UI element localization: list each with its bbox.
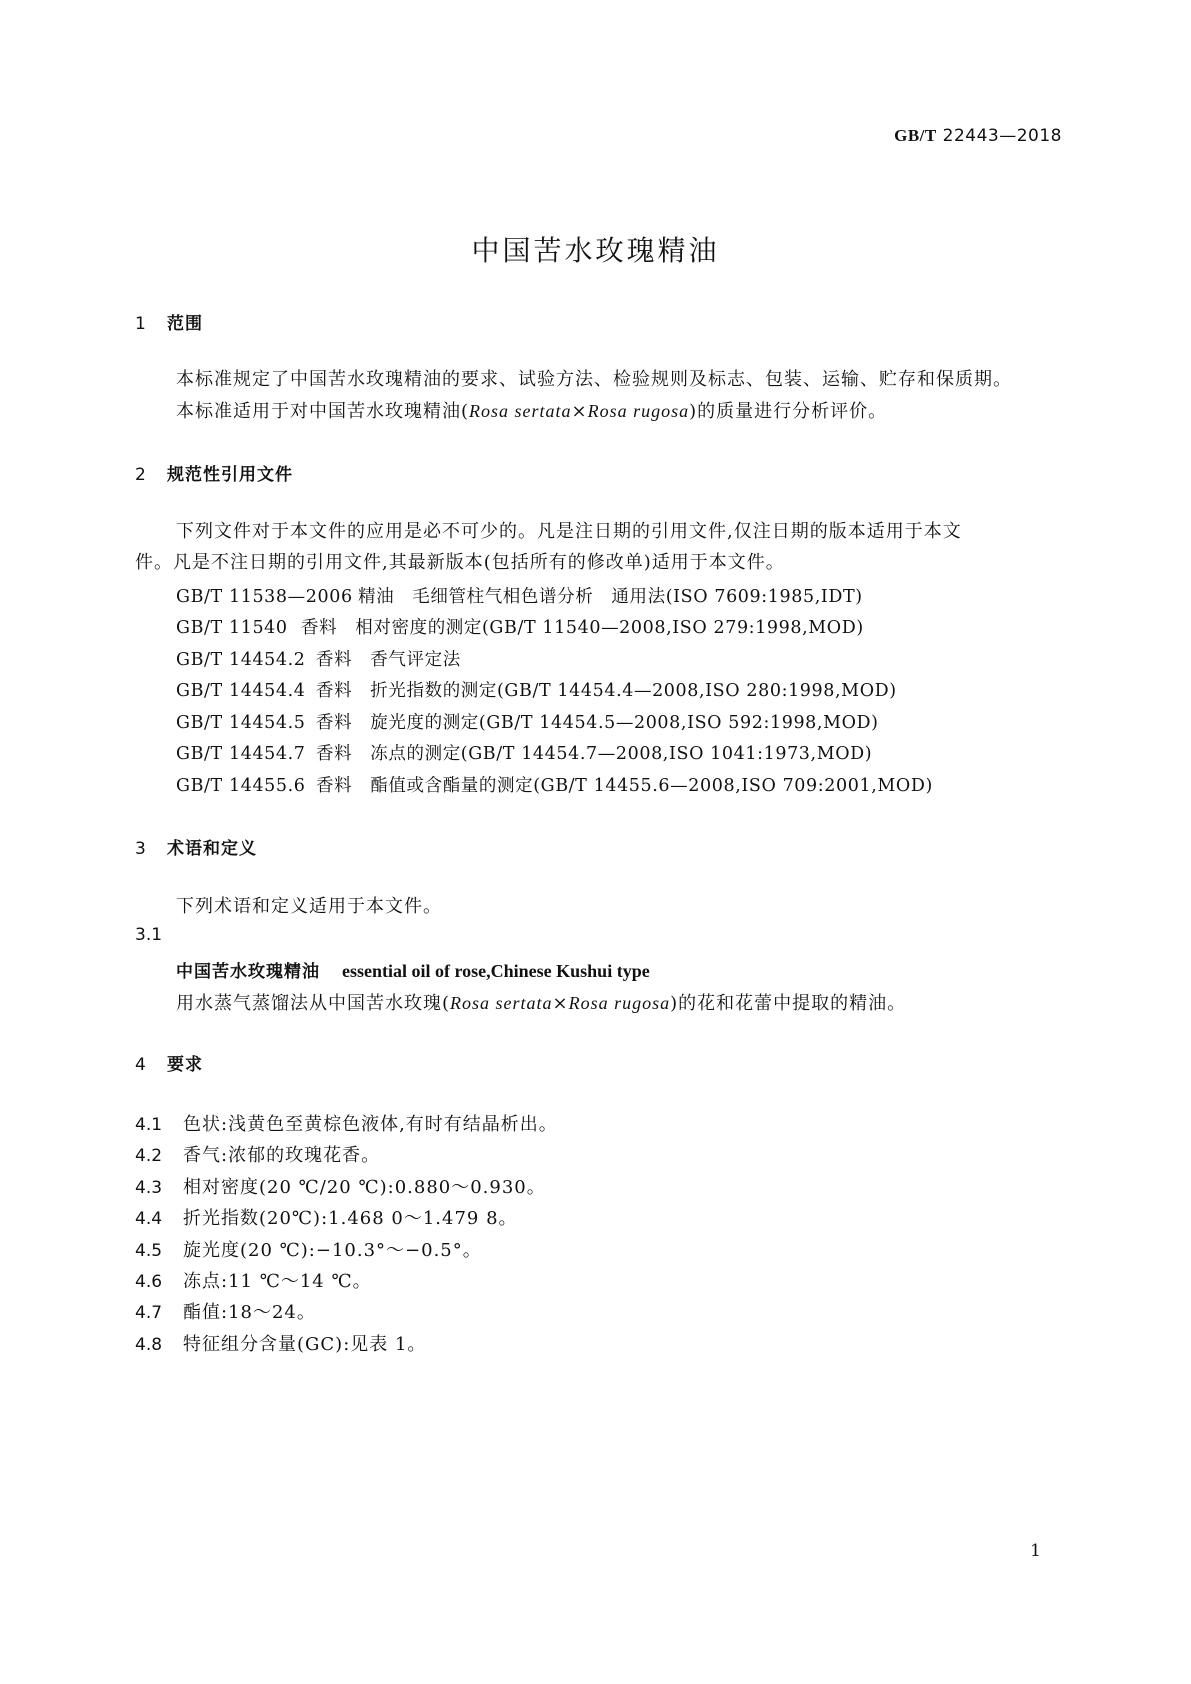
reference-code: GB/T 14455.6	[176, 776, 306, 796]
requirement-number: 4.7	[135, 1303, 163, 1323]
reference-code: GB/T 11540	[176, 618, 288, 638]
section-heading-scope	[135, 309, 203, 334]
section-heading-normative-references	[135, 460, 293, 485]
requirement-number: 4.3	[135, 1178, 163, 1198]
reference-item	[176, 646, 461, 671]
reference-text: 香料 香气评定法	[316, 650, 461, 670]
requirement-item	[135, 1141, 380, 1167]
latin-name: Rosa sertata	[450, 993, 553, 1013]
section-number: 3	[135, 839, 147, 859]
standard-prefix: GB/T	[894, 126, 937, 145]
latin-name: Rosa rugosa	[568, 993, 671, 1013]
term-chinese: 中国苦水玫瑰精油	[176, 962, 320, 982]
term-definition	[176, 989, 906, 1015]
term-number: 3.1	[135, 925, 163, 945]
section-heading-terms	[135, 834, 257, 859]
term-entry	[176, 957, 650, 982]
requirement-item	[135, 1298, 316, 1324]
reference-item	[176, 709, 879, 734]
reference-code: GB/T 14454.7	[176, 744, 306, 764]
standard-code: 22443—2018	[942, 126, 1062, 146]
requirement-text: 折光指数(20℃):1.468 0～1.479 8。	[183, 1208, 518, 1229]
terms-intro: 下列术语和定义适用于本文件。	[176, 896, 442, 917]
section-title: 要求	[167, 1055, 203, 1075]
section-number: 2	[135, 465, 147, 485]
latin-name: Rosa sertata	[469, 401, 572, 421]
reference-item	[176, 772, 933, 797]
section-number: 4	[135, 1055, 147, 1075]
section-number: 1	[135, 314, 147, 334]
requirement-item	[135, 1173, 546, 1199]
reference-code: GB/T 14454.5	[176, 713, 306, 733]
scope-p2-text: )的质量进行分析评价。	[689, 401, 888, 422]
requirement-number: 4.4	[135, 1209, 163, 1229]
requirement-text: 冻点:11 ℃～14 ℃。	[183, 1271, 372, 1292]
requirement-text: 特征组分含量(GC):见表 1。	[183, 1334, 427, 1355]
latin-name: Rosa rugosa	[587, 401, 690, 421]
reference-text: 香料 酯值或含酯量的测定(GB/T 14455.6—2008,ISO 709:2001,MOD)	[316, 776, 933, 796]
requirement-text: 旋光度(20 ℃):−10.3°～−0.5°。	[183, 1240, 482, 1261]
requirement-item	[135, 1267, 372, 1293]
requirement-item	[135, 1204, 518, 1230]
section-heading-requirements	[135, 1050, 203, 1075]
reference-item	[176, 583, 863, 608]
reference-code: GB/T 11538—2006	[176, 587, 353, 607]
requirement-number: 4.5	[135, 1241, 163, 1261]
reference-code: GB/T 14454.2	[176, 650, 306, 670]
normative-intro-line-2: 件。凡是不注日期的引用文件,其最新版本(包括所有的修改单)适用于本文件。	[135, 552, 785, 573]
reference-item	[176, 677, 897, 702]
requirement-number: 4.6	[135, 1272, 163, 1292]
times-sign: ×	[552, 993, 569, 1014]
requirement-item	[135, 1110, 558, 1136]
requirement-number: 4.8	[135, 1335, 163, 1355]
requirement-text: 相对密度(20 ℃/20 ℃):0.880～0.930。	[183, 1177, 546, 1198]
requirement-number: 4.1	[135, 1115, 163, 1135]
scope-paragraph-1: 本标准规定了中国苦水玫瑰精油的要求、试验方法、检验规则及标志、包装、运输、贮存和保质期。	[176, 369, 1012, 390]
document-title: 中国苦水玫瑰精油	[471, 234, 720, 267]
definition-text: )的花和花蕾中提取的精油。	[670, 993, 907, 1014]
standard-number	[894, 126, 1062, 146]
section-title: 范围	[167, 314, 203, 334]
reference-text: 香料 折光指数的测定(GB/T 14454.4—2008,ISO 280:1998,MOD)	[316, 681, 897, 701]
page-number: 1	[1030, 1541, 1041, 1561]
scope-p2-text: 本标准适用于对中国苦水玫瑰精油(	[176, 401, 470, 422]
scope-paragraph-2	[176, 397, 887, 423]
requirement-number: 4.2	[135, 1146, 163, 1166]
requirement-text: 色状:浅黄色至黄棕色液体,有时有结晶析出。	[183, 1114, 558, 1135]
times-sign: ×	[571, 401, 588, 422]
requirement-text: 酯值:18～24。	[183, 1302, 316, 1323]
reference-code: GB/T 14454.4	[176, 681, 306, 701]
reference-item	[176, 614, 864, 639]
definition-text: 用水蒸气蒸馏法从中国苦水玫瑰(	[176, 993, 451, 1014]
requirement-text: 香气:浓郁的玫瑰花香。	[183, 1145, 381, 1166]
reference-item	[176, 740, 872, 765]
reference-text: 精油 毛细管柱气相色谱分析 通用法(ISO 7609:1985,IDT)	[358, 587, 863, 607]
reference-text: 香料 相对密度的测定(GB/T 11540—2008,ISO 279:1998,MOD)	[301, 618, 864, 638]
term-english: essential oil of rose,Chinese Kushui type	[342, 961, 650, 981]
section-title: 术语和定义	[167, 839, 257, 859]
requirement-item	[135, 1330, 426, 1356]
reference-text: 香料 冻点的测定(GB/T 14454.7—2008,ISO 1041:1973,MOD)	[316, 744, 873, 764]
normative-intro-line-1: 下列文件对于本文件的应用是必不可少的。凡是注日期的引用文件,仅注日期的版本适用于本文	[176, 521, 962, 542]
reference-text: 香料 旋光度的测定(GB/T 14454.5—2008,ISO 592:1998,MOD)	[316, 713, 879, 733]
section-title: 规范性引用文件	[167, 465, 293, 485]
requirement-item	[135, 1236, 482, 1262]
